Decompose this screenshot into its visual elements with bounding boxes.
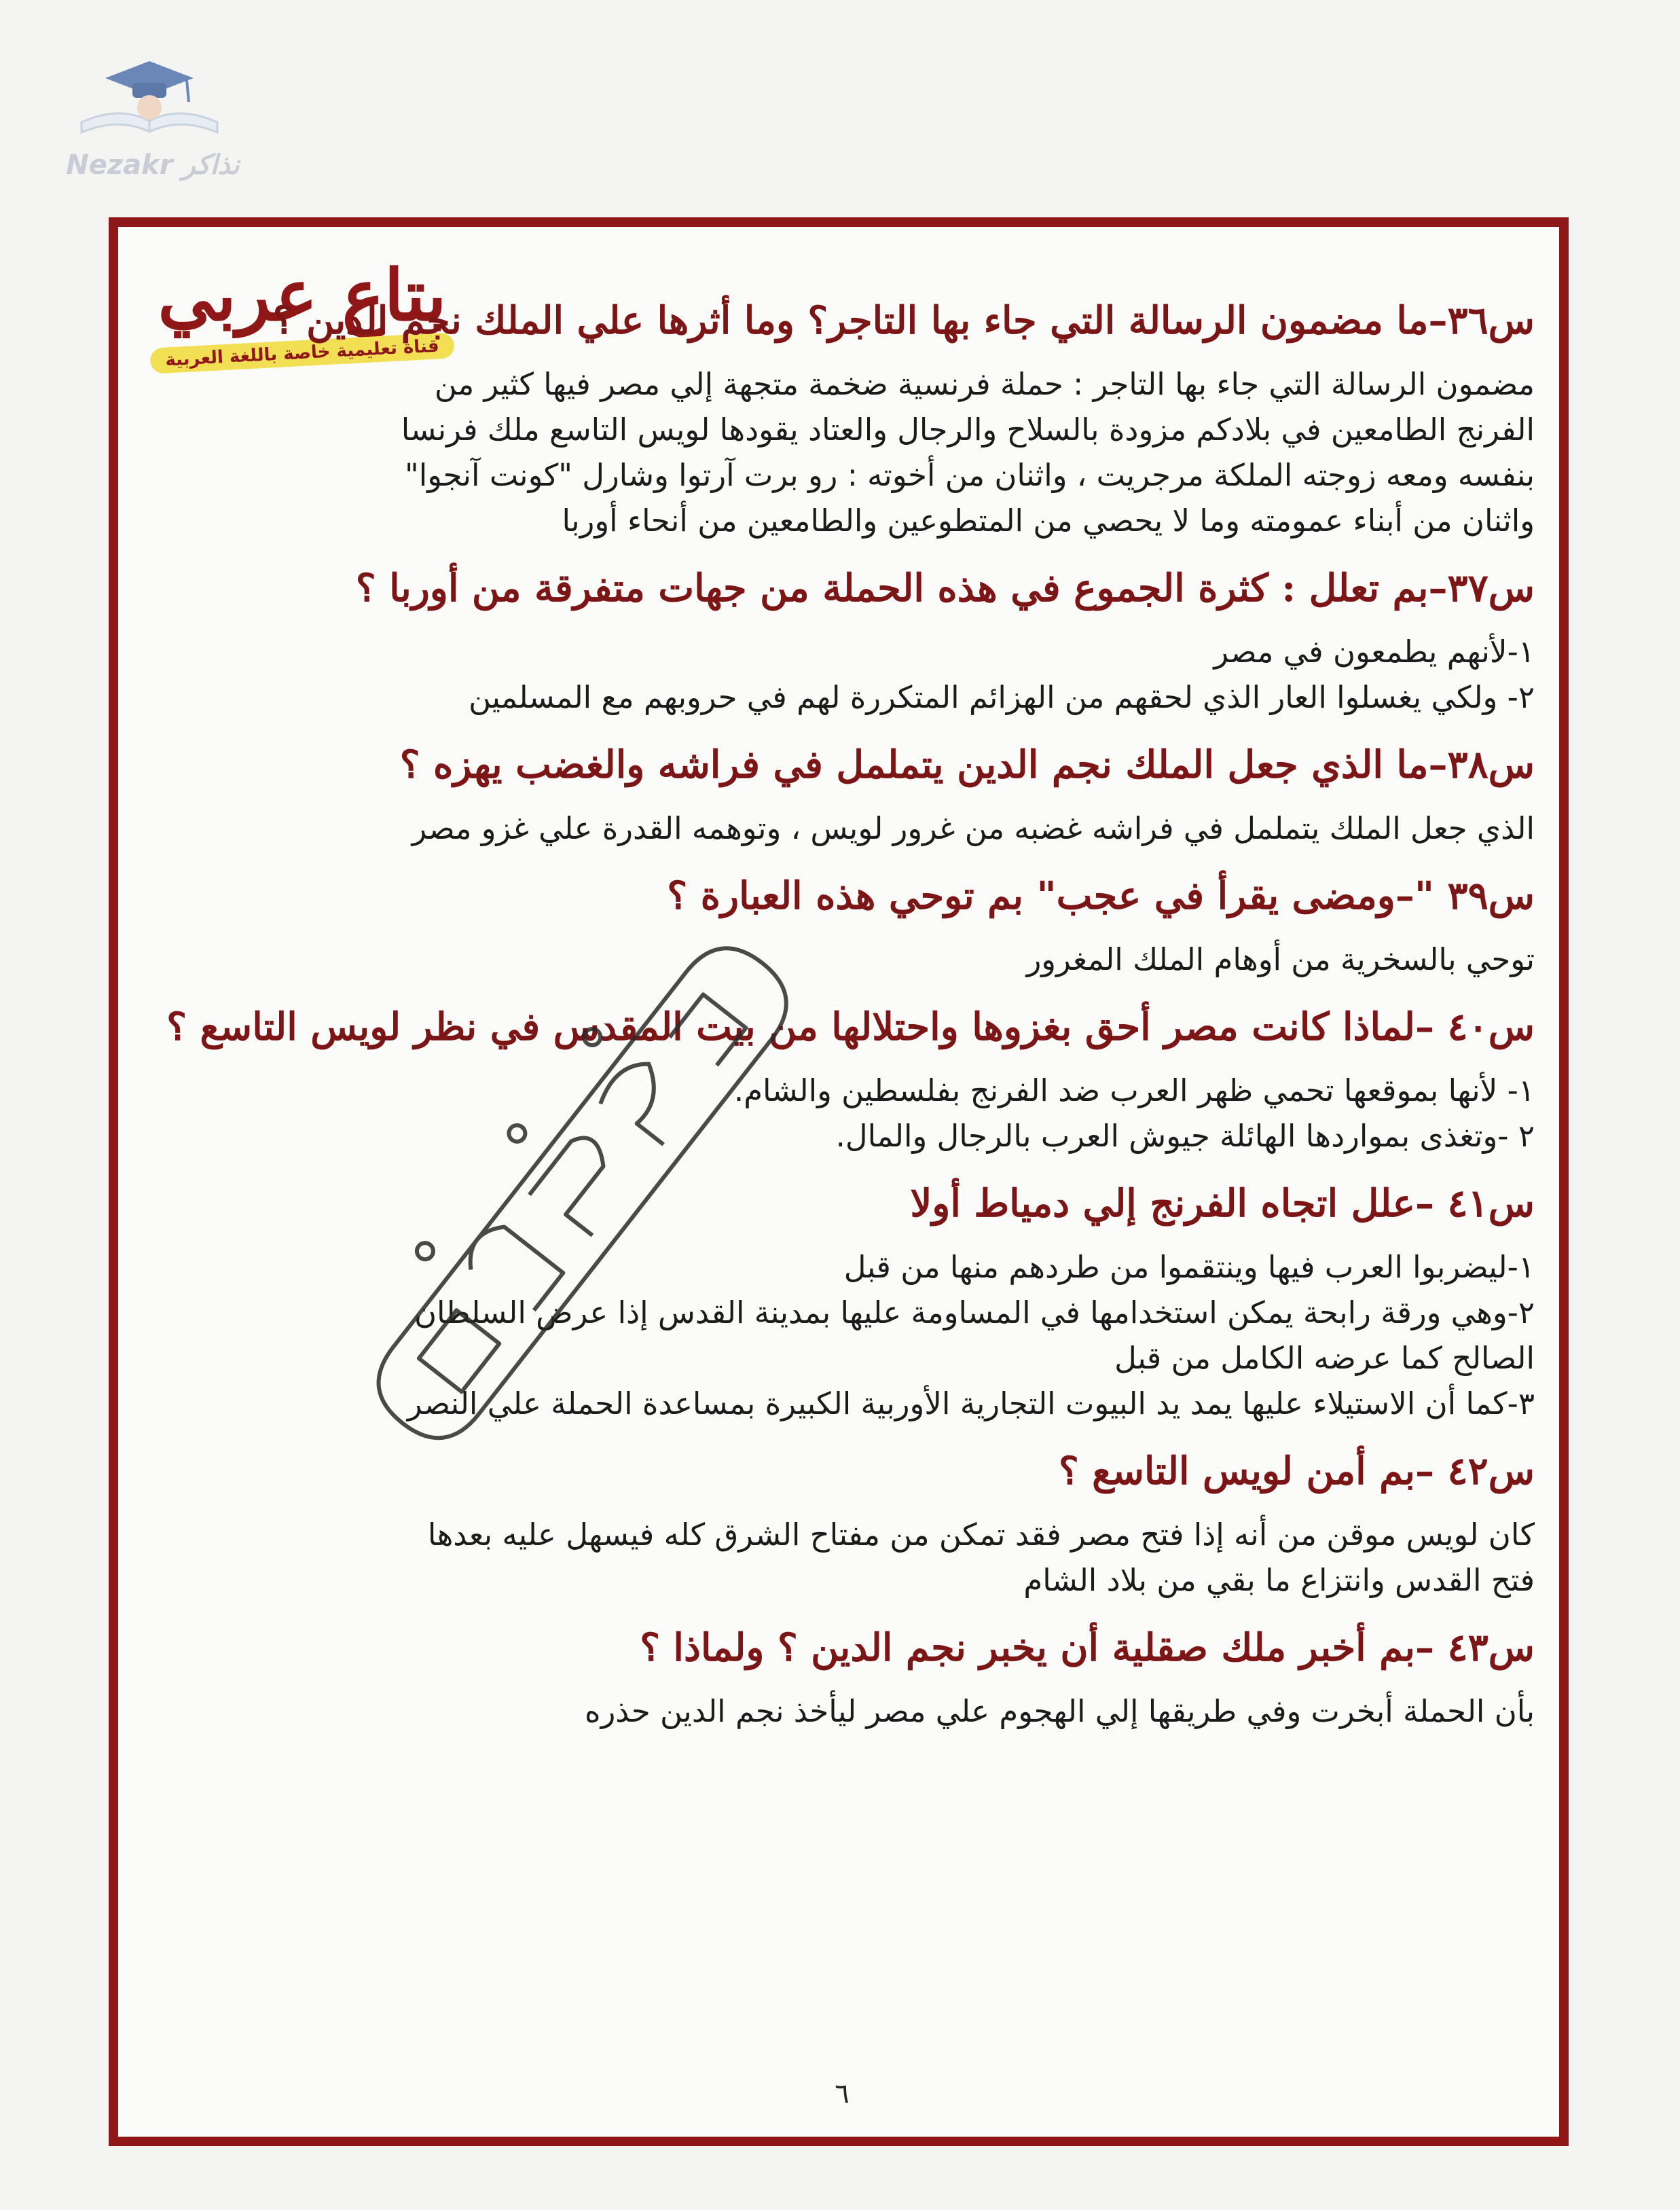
- answer-line: توحي بالسخرية من أوهام الملك المغرور: [1026, 941, 1535, 977]
- answer-line: الصالح كما عرضه الكامل من قبل: [1114, 1340, 1535, 1376]
- question-heading: س٤١ –علل اتجاه الفرنج إلي دمياط أولا: [910, 1181, 1535, 1226]
- answer-line: ٢- ولكي يغسلوا العار الذي لحقهم من الهزائم المتكررة لهم في حروبهم مع المسلمين: [469, 679, 1535, 715]
- qa-item: [170, 550, 1535, 720]
- site-logo: [54, 48, 244, 190]
- answer-line: فتح القدس وانتزاع ما بقي من بلاد الشام: [1023, 1562, 1535, 1598]
- question-heading: س٤٣ –بم أخبر ملك صقلية أن يخبر نجم الدين ؟ ولماذا ؟: [640, 1625, 1535, 1670]
- answer-line: ٢ -وتغذى بمواردها الهائلة جيوش العرب بالرجال والمال.: [835, 1118, 1535, 1154]
- answer-line: ١- لأنها بموقعها تحمي ظهر العرب ضد الفرنج بفلسطين والشام.: [733, 1072, 1535, 1108]
- question-heading: س٤٠ –لماذا كانت مصر أحق بغزوها واحتلالها من بيت المقدس في نظر لويس التاسع ؟: [166, 1004, 1535, 1049]
- answer-text: [170, 937, 1535, 982]
- qa-content: [166, 278, 1535, 1741]
- qa-item: [170, 1610, 1535, 1734]
- answer-text: [170, 805, 1535, 851]
- question-heading: س٣٩ "–ومضى يقرأ في عجب" بم توحي هذه العبارة ؟: [667, 873, 1535, 918]
- brand-title: بتاع عربي: [158, 253, 447, 337]
- answer-line: بأن الحملة أبخرت وفي طريقها إلي الهجوم علي مصر ليأخذ نجم الدين حذره: [585, 1693, 1535, 1729]
- answer-text: [170, 1068, 1535, 1159]
- answer-line: ١-ليضربوا العرب فيها وينتقموا من طردهم منها من قبل: [843, 1249, 1535, 1285]
- answer-text: [170, 361, 1535, 543]
- question-heading: س٣٧–بم تعلل : كثرة الجموع في هذه الحملة من جهات متفرقة من أوربا ؟: [355, 566, 1535, 611]
- answer-line: الفرنج الطامعين في بلادكم مزودة بالسلاح والرجال والعتاد يقودها لويس التاسع ملك فرنسا: [401, 412, 1535, 448]
- answer-text: [170, 629, 1535, 720]
- answer-line: ١-لأنهم يطمعون في مصر: [1213, 634, 1535, 670]
- answer-text: [170, 1244, 1535, 1426]
- answer-text: [170, 1512, 1535, 1603]
- answer-text: [170, 1688, 1535, 1734]
- qa-item: [166, 989, 1535, 1159]
- qa-item: [170, 283, 1535, 543]
- question-heading: س٣٨–ما الذي جعل الملك نجم الدين يتململ في فراشه والغضب يهزه ؟: [399, 742, 1535, 787]
- answer-line: واثنان من أبناء عمومته وما لا يحصي من المتطوعين والطامعين من أنحاء أوربا: [562, 503, 1535, 539]
- question-heading: س٣٦–ما مضمون الرسالة التي جاء بها التاجر؟ وما أثرها علي الملك نجم الدين ؟: [272, 298, 1535, 343]
- answer-line: مضمون الرسالة التي جاء بها التاجر : حملة فرنسية ضخمة متجهة إلي مصر فيها كثير من: [434, 366, 1535, 402]
- answer-line: بنفسه ومعه زوجته الملكة مرجريت ، واثنان من أخوته : رو برت آرتوا وشارل "كونت آنجوا": [405, 457, 1535, 493]
- page-number: ٦: [835, 2078, 850, 2109]
- logo-text: Nezakr نذاكر: [66, 149, 240, 181]
- answer-line: الذي جعل الملك يتململ في فراشه غضبه من غرور لويس ، وتوهمه القدرة علي غزو مصر: [412, 810, 1535, 846]
- brand-subtitle: قناة تعليمية خاصة باللغة العربية: [149, 332, 454, 374]
- qa-item: [170, 1165, 1535, 1426]
- answer-line: ٢-وهي ورقة رابحة يمكن استخدامها في المساومة عليها بمدينة القدس إذا عرض السلطان: [414, 1294, 1535, 1330]
- answer-line: كان لويس موقن من أنه إذا فتح مصر فقد تمكن من مفتاح الشرق كله فيسهل عليه بعدها: [427, 1517, 1535, 1553]
- graduation-cap-book-icon: [54, 48, 244, 149]
- qa-item: [170, 858, 1535, 982]
- question-heading: س٤٢ –بم أمن لويس التاسع ؟: [1058, 1449, 1535, 1493]
- qa-item: [170, 1433, 1535, 1603]
- qa-item: [170, 727, 1535, 851]
- answer-line: ٣-كما أن الاستيلاء عليها يمد يد البيوت التجارية الأوربية الكبيرة بمساعدة الحملة علي النصر: [407, 1385, 1535, 1421]
